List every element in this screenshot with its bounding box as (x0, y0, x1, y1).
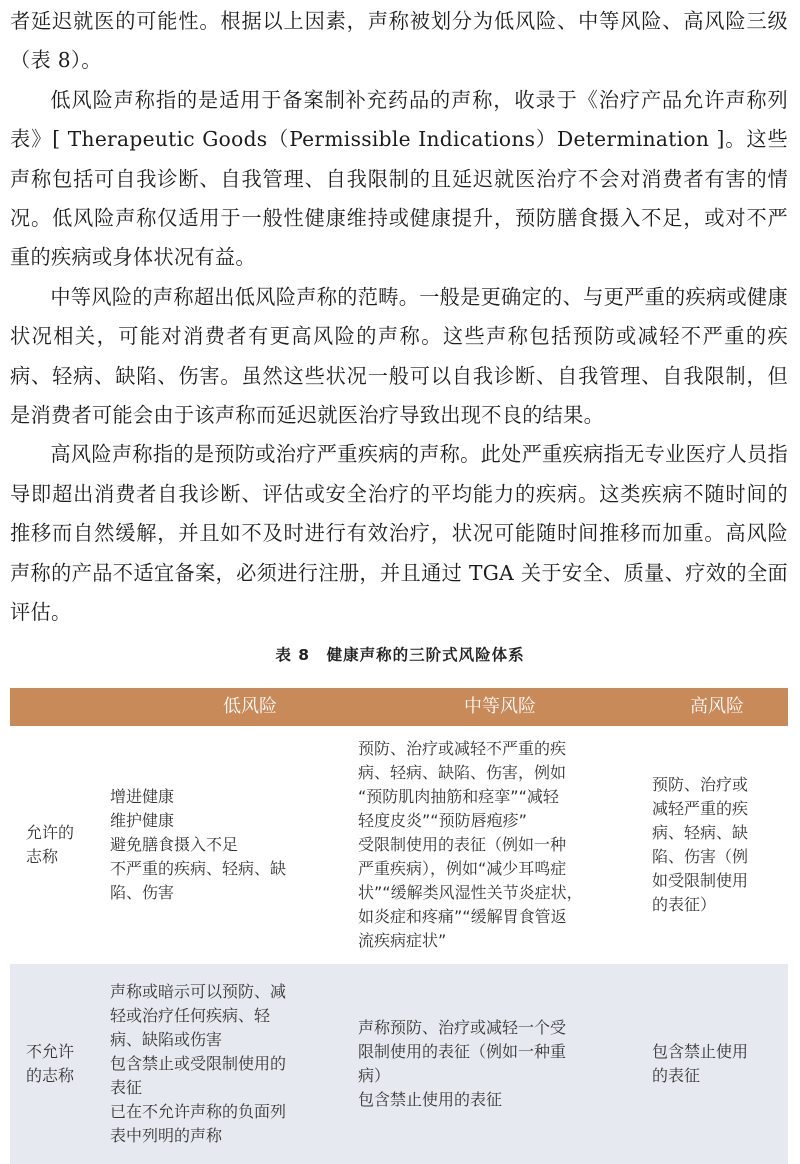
header-cell-high-risk: 高风险 (690, 696, 744, 717)
paragraph: 高风险声称指的是预防或治疗严重疾病的声称。此处严重疾病指无专业医疗人员指导即超出消费者自我诊断、评估或安全治疗的平均能力的疾病。这类疾病不随时间的推移而自然缓解，并且如不及时进行有效治疗，状况可能随时间推移而加重。高风险声称的产品不适宜备案，必须进行注册，并且通过 TGA 关于安全、质量、疗效的全面评估。 (10, 442, 788, 625)
cell-allowed-high: 预防、治疗或 减轻严重的疾 病、轻病、缺 陷、伤害（例 如受限制使用 的表征） (652, 775, 749, 914)
paragraph: 低风险声称指的是适用于备案制补充药品的声称，收录于《治疗产品允许声称列表》[ Therapeutic Goods（Permissible Indications）Determination ]。这些声称包括可自我诊断、自我管理、自我限制的且延迟就医治疗不会对消费者有害的情况。低风险声称仅适用于一般性健康维持或健康提升，预防膳食摄入不足，或对不严重的疾病或身体状况有益。 (10, 87, 788, 270)
header-cell-low-risk: 低风险 (223, 696, 277, 717)
cell-forbidden-low: 声称或暗示可以预防、减 轻或治疗任何疾病、轻 病、缺陷或伤害 包含禁止或受限制使用的 表征 已在不允许声称的负面列 表中列明的声称 (110, 982, 287, 1145)
table-row (10, 726, 788, 964)
header-cell-blank (10, 688, 106, 726)
table-caption: 表 8 健康声称的三阶式风险体系 (275, 646, 525, 664)
header-cell-medium-risk: 中等风险 (464, 696, 536, 717)
row-label-allowed: 允许的 志称 (26, 823, 75, 866)
cell-forbidden-medium: 声称预防、治疗或减轻一个受 限制使用的表征（例如一种重 病） 包含禁止使用的表征 (358, 1018, 567, 1109)
table-row (10, 964, 788, 1164)
table-header-row (10, 688, 788, 726)
row-label-forbidden: 不允许 的志称 (26, 1042, 75, 1085)
risk-table (10, 688, 788, 1164)
paragraph: 者延迟就医的可能性。根据以上因素，声称被划分为低风险、中等风险、高风险三级（表 8）。 (10, 9, 788, 73)
cell-allowed-medium: 预防、治疗或减轻不严重的疾 病、轻病、缺陷、伤害，例如 “预防肌肉抽筋和痉挛”“减轻 轻度皮炎”“预防唇疱疹” 受限制使用的表征（例如一种 严重疾病），例如“减少耳鸣症 状”“缓解类风湿性关节炎症状， 如炎症和疼痛”“缓解胃食管返 流疾病症状” (358, 739, 583, 950)
cell-forbidden-high: 包含禁止使用 的表征 (652, 1042, 749, 1085)
cell-allowed-low: 增进健康 维护健康 避免膳食摄入不足 不严重的疾病、轻病、缺 陷、伤害 (110, 787, 287, 902)
body-text (10, 2, 788, 633)
paragraph: 中等风险的声称超出低风险声称的范畴。一般是更确定的、与更严重的疾病或健康状况相关，可能对消费者有更高风险的声称。这些声称包括预防或减轻不严重的疾病、轻病、缺陷、伤害。虽然这些状况一般可以自我诊断、自我管理、自我限制，但是消费者可能会由于该声称而延迟就医治疗导致出现不良的结果。 (10, 284, 788, 428)
